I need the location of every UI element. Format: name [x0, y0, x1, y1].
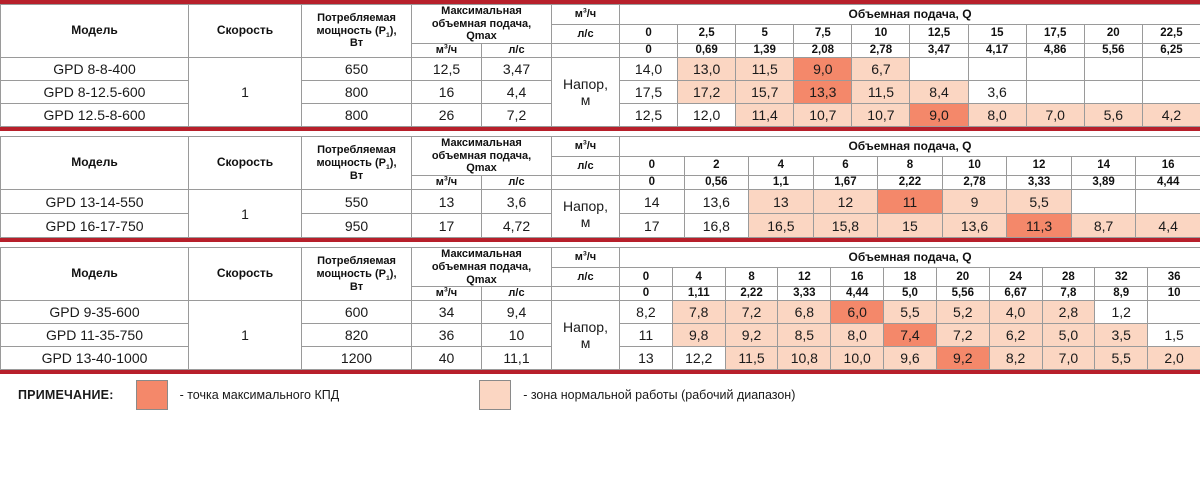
header-qmax-unit-ls: л/с — [482, 176, 552, 190]
cell-head-value: 9,8 — [672, 324, 725, 347]
header-unit-ls-label: л/с — [552, 156, 620, 175]
cell-head-value: 5,5 — [1095, 347, 1148, 370]
flow-ls-tick: 5,0 — [884, 287, 937, 301]
spec-table-block-3 — [0, 247, 1200, 370]
cell-napor-label: Напор, м — [552, 58, 620, 127]
cell-head-value — [1136, 190, 1200, 214]
flow-m3h-tick: 8 — [878, 156, 943, 175]
cell-head-value: 11 — [620, 324, 673, 347]
cell-qmax-ls: 3,47 — [482, 58, 552, 81]
flow-ls-tick: 1,11 — [672, 287, 725, 301]
flow-m3h-tick: 28 — [1042, 268, 1095, 287]
flow-ls-tick: 0,69 — [678, 43, 736, 57]
flow-ls-tick: 1,39 — [736, 43, 794, 57]
header-qmax-unit-m3h: $м^3/ч$ — [412, 176, 482, 190]
flow-ls-tick: 4,17 — [968, 43, 1026, 57]
legend-text-max-efficiency: - точка максимального КПД — [179, 388, 340, 403]
cell-head-value: 9,0 — [910, 104, 968, 127]
cell-power: 600 — [302, 301, 412, 324]
header-qmax-unit-ls: л/с — [482, 287, 552, 301]
header-speed: Скорость — [189, 5, 302, 58]
cell-head-value: 12,5 — [620, 104, 678, 127]
legend — [0, 374, 1200, 416]
cell-head-value: 5,6 — [1084, 104, 1142, 127]
legend-swatch-normal-range — [479, 380, 511, 410]
header-speed: Скорость — [189, 248, 302, 301]
cell-head-value: 6,0 — [831, 301, 884, 324]
flow-m3h-tick: 12 — [1007, 156, 1072, 175]
flow-m3h-tick: 4 — [672, 268, 725, 287]
flow-m3h-tick: 12 — [778, 268, 831, 287]
cell-head-value — [1071, 190, 1136, 214]
cell-head-value: 1,2 — [1095, 301, 1148, 324]
cell-head-value: 5,2 — [936, 301, 989, 324]
flow-ls-tick: 0 — [620, 176, 685, 190]
cell-head-value: 13,6 — [942, 214, 1007, 238]
cell-head-value: 10,8 — [778, 347, 831, 370]
header-qmax-unit-m3h: $м^3/ч$ — [412, 43, 482, 57]
cell-head-value — [1084, 58, 1142, 81]
header-model: Модель — [1, 137, 189, 190]
flow-ls-tick: 4,44 — [831, 287, 884, 301]
flow-ls-tick: 5,56 — [1084, 43, 1142, 57]
cell-qmax-m3h: 36 — [412, 324, 482, 347]
cell-head-value — [1026, 58, 1084, 81]
header-unit-ls-label: л/с — [552, 268, 620, 287]
cell-qmax-m3h: 17 — [412, 214, 482, 238]
flow-ls-tick: 6,25 — [1142, 43, 1200, 57]
cell-napor-label: Напор, м — [552, 190, 620, 238]
header-power: Потребляемая мощность $(P_1)$, Вт — [302, 5, 412, 58]
cell-head-value: 7,0 — [1042, 347, 1095, 370]
legend-note-label: ПРИМЕЧАНИЕ: — [18, 388, 114, 403]
cell-head-value: 4,4 — [1136, 214, 1200, 238]
flow-m3h-tick: 16 — [1136, 156, 1200, 175]
flow-m3h-tick: 2 — [684, 156, 749, 175]
cell-head-value — [1142, 81, 1200, 104]
flow-ls-tick: 2,22 — [878, 176, 943, 190]
cell-head-value: 12,0 — [678, 104, 736, 127]
cell-head-value: 15 — [878, 214, 943, 238]
cell-head-value: 6,2 — [989, 324, 1042, 347]
spec-table-block-2 — [0, 136, 1200, 238]
cell-power: 800 — [302, 81, 412, 104]
cell-head-value: 13,6 — [684, 190, 749, 214]
flow-ls-tick: 5,56 — [936, 287, 989, 301]
cell-qmax-m3h: 13 — [412, 190, 482, 214]
flow-ls-tick: 2,08 — [794, 43, 852, 57]
flow-ls-tick: 8,9 — [1095, 287, 1148, 301]
flow-m3h-tick: 15 — [968, 24, 1026, 43]
cell-qmax-m3h: 34 — [412, 301, 482, 324]
header-power: Потребляемая мощность $(P_1)$, Вт — [302, 248, 412, 301]
cell-head-value — [1026, 81, 1084, 104]
flow-m3h-tick: 7,5 — [794, 24, 852, 43]
flow-ls-tick: 2,78 — [942, 176, 1007, 190]
spec-table-block-1 — [0, 4, 1200, 127]
cell-head-value: 16,8 — [684, 214, 749, 238]
cell-power: 820 — [302, 324, 412, 347]
cell-head-value — [968, 58, 1026, 81]
cell-head-value: 8,2 — [989, 347, 1042, 370]
header-qmax-unit-m3h: $м^3/ч$ — [412, 287, 482, 301]
flow-m3h-tick: 0 — [620, 268, 673, 287]
flow-m3h-tick: 10 — [852, 24, 910, 43]
header-qmax: Максимальная объемная подача, Qmax — [412, 137, 552, 176]
cell-head-value: 17,2 — [678, 81, 736, 104]
flow-m3h-tick: 12,5 — [910, 24, 968, 43]
cell-head-value: 14 — [620, 190, 685, 214]
flow-ls-tick: 1,67 — [813, 176, 878, 190]
cell-power: 550 — [302, 190, 412, 214]
flow-ls-tick: 0 — [620, 287, 673, 301]
cell-qmax-m3h: 16 — [412, 81, 482, 104]
cell-head-value: 1,5 — [1148, 324, 1200, 347]
cell-qmax-ls: 9,4 — [482, 301, 552, 324]
cell-head-value: 2,0 — [1148, 347, 1200, 370]
cell-head-value: 8,0 — [968, 104, 1026, 127]
flow-ls-tick: 0,56 — [684, 176, 749, 190]
cell-head-value: 15,7 — [736, 81, 794, 104]
flow-ls-tick: 4,86 — [1026, 43, 1084, 57]
cell-head-value: 11,5 — [852, 81, 910, 104]
cell-model: GPD 8-8-400 — [1, 58, 189, 81]
cell-head-value: 11,5 — [736, 58, 794, 81]
cell-qmax-ls: 10 — [482, 324, 552, 347]
flow-m3h-tick: 17,5 — [1026, 24, 1084, 43]
cell-head-value: 10,7 — [852, 104, 910, 127]
cell-head-value: 11,3 — [1007, 214, 1072, 238]
cell-head-value: 13,3 — [794, 81, 852, 104]
cell-head-value: 7,0 — [1026, 104, 1084, 127]
cell-qmax-ls: 4,4 — [482, 81, 552, 104]
cell-head-value: 12,2 — [672, 347, 725, 370]
cell-head-value: 4,0 — [989, 301, 1042, 324]
flow-ls-tick: 0 — [620, 43, 678, 57]
flow-ls-tick: 6,67 — [989, 287, 1042, 301]
flow-m3h-tick: 8 — [725, 268, 778, 287]
cell-head-value: 15,8 — [813, 214, 878, 238]
flow-m3h-tick: 4 — [749, 156, 814, 175]
flow-ls-tick: 4,44 — [1136, 176, 1200, 190]
cell-power: 650 — [302, 58, 412, 81]
flow-m3h-tick: 20 — [936, 268, 989, 287]
cell-head-value: 2,8 — [1042, 301, 1095, 324]
flow-m3h-tick: 5 — [736, 24, 794, 43]
header-model: Модель — [1, 5, 189, 58]
cell-head-value: 7,4 — [884, 324, 937, 347]
cell-head-value: 9,2 — [725, 324, 778, 347]
flow-ls-tick: 2,22 — [725, 287, 778, 301]
flow-m3h-tick: 20 — [1084, 24, 1142, 43]
flow-m3h-tick: 18 — [884, 268, 937, 287]
header-row-titles — [1, 248, 1200, 268]
legend-swatch-max-efficiency — [136, 380, 168, 410]
cell-head-value: 3,6 — [968, 81, 1026, 104]
table-row — [1, 190, 1200, 214]
cell-head-value: 10,0 — [831, 347, 884, 370]
cell-head-value: 9 — [942, 190, 1007, 214]
cell-head-value: 6,8 — [778, 301, 831, 324]
cell-head-value: 13 — [620, 347, 673, 370]
cell-head-value: 17 — [620, 214, 685, 238]
cell-head-value: 4,2 — [1142, 104, 1200, 127]
cell-head-value: 13,0 — [678, 58, 736, 81]
header-napor-spacer — [552, 176, 620, 190]
flow-ls-tick: 2,78 — [852, 43, 910, 57]
cell-model: GPD 8-12.5-600 — [1, 81, 189, 104]
table-row — [1, 301, 1200, 324]
cell-speed: 1 — [189, 58, 302, 127]
cell-model: GPD 9-35-600 — [1, 301, 189, 324]
cell-head-value: 17,5 — [620, 81, 678, 104]
cell-head-value: 5,5 — [884, 301, 937, 324]
cell-head-value: 11,4 — [736, 104, 794, 127]
cell-head-value: 5,0 — [1042, 324, 1095, 347]
cell-power: 1200 — [302, 347, 412, 370]
cell-head-value: 11,5 — [725, 347, 778, 370]
flow-m3h-tick: 10 — [942, 156, 1007, 175]
cell-model: GPD 13-40-1000 — [1, 347, 189, 370]
cell-head-value: 14,0 — [620, 58, 678, 81]
header-row-titles — [1, 5, 1200, 25]
header-qmax: Максимальная объемная подача, Qmax — [412, 248, 552, 287]
header-qmax: Максимальная объемная подача, Qmax — [412, 5, 552, 44]
cell-speed: 1 — [189, 301, 302, 370]
header-qmax-unit-ls: л/с — [482, 43, 552, 57]
cell-head-value — [1148, 301, 1200, 324]
cell-head-value: 7,2 — [936, 324, 989, 347]
flow-ls-tick: 3,89 — [1071, 176, 1136, 190]
cell-qmax-ls: 3,6 — [482, 190, 552, 214]
cell-head-value: 8,7 — [1071, 214, 1136, 238]
cell-head-value: 9,2 — [936, 347, 989, 370]
cell-head-value: 7,2 — [725, 301, 778, 324]
cell-head-value: 8,2 — [620, 301, 673, 324]
flow-m3h-tick: 14 — [1071, 156, 1136, 175]
table-blocks-container — [0, 4, 1200, 370]
cell-power: 800 — [302, 104, 412, 127]
header-flow-title: Объемная подача, Q — [620, 5, 1200, 25]
header-power: Потребляемая мощность $(P_1)$, Вт — [302, 137, 412, 190]
header-model: Модель — [1, 248, 189, 301]
flow-m3h-tick: 36 — [1148, 268, 1200, 287]
flow-ls-tick: 7,8 — [1042, 287, 1095, 301]
cell-head-value — [1084, 81, 1142, 104]
cell-qmax-ls: 11,1 — [482, 347, 552, 370]
flow-ls-tick: 10 — [1148, 287, 1200, 301]
cell-qmax-ls: 4,72 — [482, 214, 552, 238]
cell-power: 950 — [302, 214, 412, 238]
cell-head-value: 8,5 — [778, 324, 831, 347]
cell-head-value: 11 — [878, 190, 943, 214]
flow-m3h-tick: 0 — [620, 156, 685, 175]
cell-qmax-m3h: 12,5 — [412, 58, 482, 81]
header-row-titles — [1, 137, 1200, 157]
flow-ls-tick: 3,33 — [1007, 176, 1072, 190]
cell-head-value: 16,5 — [749, 214, 814, 238]
flow-ls-tick: 3,33 — [778, 287, 831, 301]
cell-qmax-m3h: 40 — [412, 347, 482, 370]
cell-head-value: 9,6 — [884, 347, 937, 370]
cell-model: GPD 13-14-550 — [1, 190, 189, 214]
cell-napor-label: Напор, м — [552, 301, 620, 370]
flow-ls-tick: 3,47 — [910, 43, 968, 57]
cell-head-value: 5,5 — [1007, 190, 1072, 214]
flow-m3h-tick: 32 — [1095, 268, 1148, 287]
flow-ls-tick: 1,1 — [749, 176, 814, 190]
header-unit-ls-label: л/с — [552, 24, 620, 43]
cell-head-value — [910, 58, 968, 81]
cell-model: GPD 16-17-750 — [1, 214, 189, 238]
flow-m3h-tick: 24 — [989, 268, 1042, 287]
cell-head-value: 13 — [749, 190, 814, 214]
cell-head-value: 6,7 — [852, 58, 910, 81]
header-napor-spacer — [552, 287, 620, 301]
cell-qmax-ls: 7,2 — [482, 104, 552, 127]
flow-m3h-tick: 16 — [831, 268, 884, 287]
cell-model: GPD 12.5-8-600 — [1, 104, 189, 127]
header-napor-spacer — [552, 43, 620, 57]
flow-m3h-tick: 6 — [813, 156, 878, 175]
header-flow-title: Объемная подача, Q — [620, 248, 1200, 268]
header-flow-unit-col: $м^3/ч$ — [552, 137, 620, 157]
legend-text-normal-range: - зона нормальной работы (рабочий диапазон) — [523, 388, 796, 403]
header-speed: Скорость — [189, 137, 302, 190]
cell-head-value: 8,4 — [910, 81, 968, 104]
cell-head-value: 7,8 — [672, 301, 725, 324]
flow-m3h-tick: 0 — [620, 24, 678, 43]
cell-qmax-m3h: 26 — [412, 104, 482, 127]
cell-head-value: 9,0 — [794, 58, 852, 81]
header-flow-title: Объемная подача, Q — [620, 137, 1200, 157]
cell-head-value: 12 — [813, 190, 878, 214]
cell-speed: 1 — [189, 190, 302, 238]
cell-model: GPD 11-35-750 — [1, 324, 189, 347]
cell-head-value: 8,0 — [831, 324, 884, 347]
cell-head-value: 3,5 — [1095, 324, 1148, 347]
table-row — [1, 58, 1200, 81]
cell-head-value: 10,7 — [794, 104, 852, 127]
flow-m3h-tick: 22,5 — [1142, 24, 1200, 43]
header-flow-unit-col: $м^3/ч$ — [552, 248, 620, 268]
flow-m3h-tick: 2,5 — [678, 24, 736, 43]
header-flow-unit-col: $м^3/ч$ — [552, 5, 620, 25]
cell-head-value — [1142, 58, 1200, 81]
